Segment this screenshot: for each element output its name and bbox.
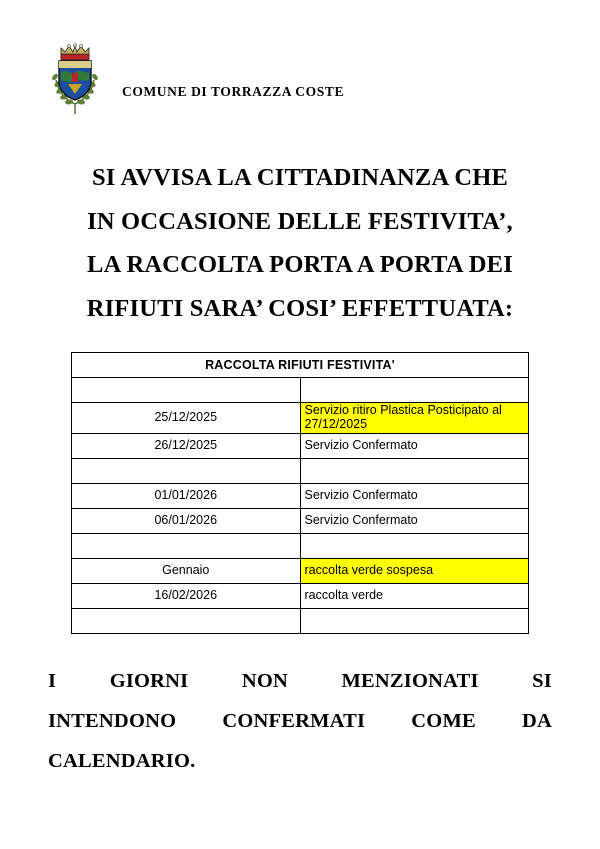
coat-of-arms-icon [48,42,102,116]
table-cell-description: Servizio Confermato [300,483,529,508]
municipality-name: COMUNE DI TORRAZZA COSTE [122,84,345,99]
footer-word: INTENDONO [48,709,177,732]
table-cell-date: 01/01/2026 [72,483,301,508]
table-cell-description: raccolta verde [300,583,529,608]
table-cell-description [300,533,529,558]
table-cell-date [72,608,301,633]
table-row [72,433,529,458]
document-header [0,0,600,99]
footer-word: MENZIONATI [341,669,479,692]
schedule-table-body [72,353,529,634]
notice-line-3: LA RACCOLTA PORTA A PORTA DEI [87,251,513,279]
schedule-table-wrapper [71,352,529,634]
table-cell-description [300,608,529,633]
table-cell-description: raccolta verde sospesa [300,558,529,583]
footer-word: GIORNI [109,669,189,692]
footer-word: I [48,669,57,692]
table-row [72,558,529,583]
table-title-row [72,353,529,378]
table-cell-date: 25/12/2025 [72,403,301,434]
footer-line-2 [48,702,552,742]
table-cell-date: 26/12/2025 [72,433,301,458]
table-cell-description: Servizio Confermato [300,508,529,533]
table-cell-date: 16/02/2026 [72,583,301,608]
schedule-table [71,352,529,634]
table-row [72,533,529,558]
notice-line-1: SI AVVISA LA CITTADINANZA CHE [91,164,509,191]
table-cell-description [300,458,529,483]
footer-line-1 [48,662,552,702]
table-row [72,583,529,608]
table-cell-date [72,458,301,483]
notice-line-4: RIFIUTI SARA’ COSI’ EFFETTUATA: [86,294,514,322]
notice-text [0,156,600,330]
table-cell-date [72,533,301,558]
footer-word: CONFERMATI [222,709,366,732]
table-cell-date [72,378,301,403]
footer-word: SI [532,669,552,692]
footer-paragraph [0,662,600,782]
table-row [72,608,529,633]
footer-word: COME [411,709,476,732]
table-cell-description [300,378,529,403]
footer-word: DA [521,709,552,732]
table-row [72,508,529,533]
table-row [72,458,529,483]
table-title: RACCOLTA RIFIUTI FESTIVITA' [72,353,529,378]
table-cell-description: Servizio Confermato [300,433,529,458]
footer-word: NON [241,669,288,692]
footer-line-3: CALENDARIO. [48,749,196,772]
table-row [72,378,529,403]
table-cell-date: 06/01/2026 [72,508,301,533]
table-row [72,403,529,434]
table-row [72,483,529,508]
table-cell-date: Gennaio [72,558,301,583]
notice-line-2: IN OCCASIONE DELLE FESTIVITA’, [87,207,513,235]
table-cell-description: Servizio ritiro Plastica Posticipato al 27/12/2025 [300,403,529,434]
